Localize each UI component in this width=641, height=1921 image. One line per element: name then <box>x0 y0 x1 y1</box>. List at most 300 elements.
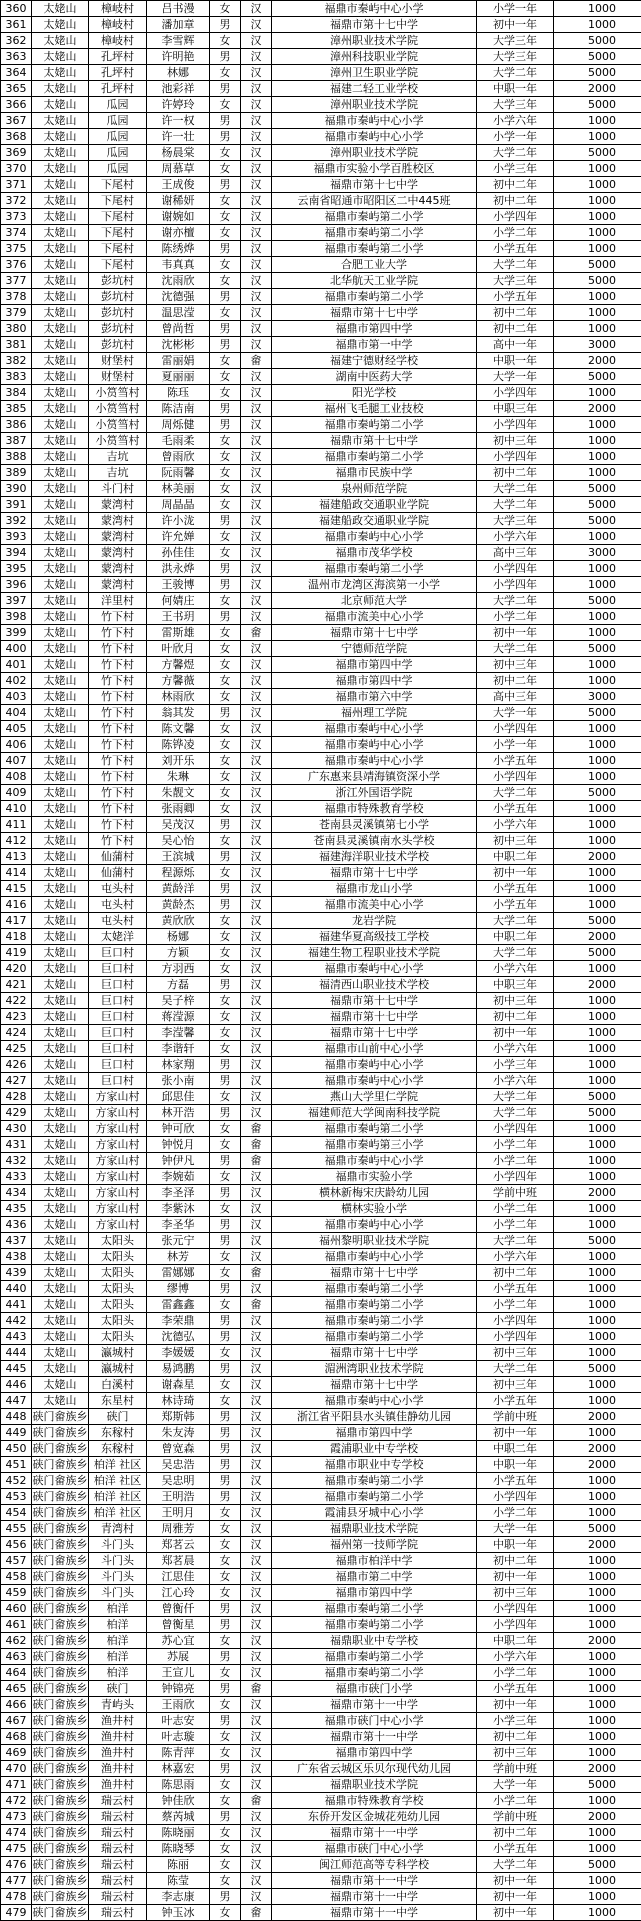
cell-gender: 男 <box>210 977 241 993</box>
cell-school: 云南省昭通市昭阳区二中445班 <box>272 193 477 209</box>
cell-village: 瓜园 <box>89 145 147 161</box>
cell-student-name: 洪永烨 <box>147 561 210 577</box>
cell-row-number: 405 <box>1 721 32 737</box>
cell-grade: 小学五年 <box>477 753 554 769</box>
cell-school: 福鼎市秦屿中心小学 <box>272 1073 477 1089</box>
cell-amount: 1000 <box>554 1201 641 1217</box>
cell-amount: 1000 <box>554 625 641 641</box>
cell-village: 巨口村 <box>89 945 147 961</box>
table-row <box>1 1905 641 1921</box>
cell-row-number: 395 <box>1 561 32 577</box>
cell-student-name: 缪博 <box>147 1281 210 1297</box>
cell-gender: 女 <box>210 833 241 849</box>
cell-town: 硖门畲族乡 <box>32 1473 89 1489</box>
cell-village: 瑞云村 <box>89 1857 147 1873</box>
cell-gender: 女 <box>210 993 241 1009</box>
cell-amount: 5000 <box>554 497 641 513</box>
cell-grade: 初中二年 <box>477 673 554 689</box>
cell-gender: 女 <box>210 1169 241 1185</box>
cell-school: 福鼎市流美中心小学 <box>272 609 477 625</box>
table-row <box>1 897 641 913</box>
cell-ethnicity: 汉 <box>241 385 272 401</box>
cell-row-number: 453 <box>1 1489 32 1505</box>
cell-village: 蒙湾村 <box>89 497 147 513</box>
cell-amount: 1000 <box>554 1393 641 1409</box>
cell-row-number: 414 <box>1 865 32 881</box>
cell-school: 福鼎市秦屿中心小学 <box>272 529 477 545</box>
cell-student-name: 池彩祥 <box>147 81 210 97</box>
cell-school: 漳州卫生职业学院 <box>272 65 477 81</box>
cell-grade: 初中二年 <box>477 1265 554 1281</box>
table-row <box>1 1585 641 1601</box>
cell-amount: 1000 <box>554 1729 641 1745</box>
cell-row-number: 458 <box>1 1569 32 1585</box>
cell-town: 太姥山 <box>32 1393 89 1409</box>
cell-town: 硖门畲族乡 <box>32 1569 89 1585</box>
cell-town: 太姥山 <box>32 929 89 945</box>
cell-amount: 5000 <box>554 369 641 385</box>
cell-row-number: 382 <box>1 353 32 369</box>
cell-amount: 5000 <box>554 593 641 609</box>
cell-gender: 女 <box>210 193 241 209</box>
cell-student-name: 林芳 <box>147 1249 210 1265</box>
cell-school: 福鼎市秦屿第二小学 <box>272 1489 477 1505</box>
table-row <box>1 1185 641 1201</box>
table-row <box>1 1489 641 1505</box>
cell-ethnicity: 汉 <box>241 641 272 657</box>
cell-school: 福鼎市硖门小学 <box>272 1681 477 1697</box>
cell-grade: 小学六年 <box>477 113 554 129</box>
cell-ethnicity: 汉 <box>241 321 272 337</box>
cell-student-name: 苏心宜 <box>147 1633 210 1649</box>
cell-ethnicity: 汉 <box>241 945 272 961</box>
cell-school: 福鼎市第十七中学 <box>272 177 477 193</box>
cell-student-name: 吴茂汉 <box>147 817 210 833</box>
cell-grade: 学前中班 <box>477 1185 554 1201</box>
cell-student-name: 张小南 <box>147 1073 210 1089</box>
cell-amount: 5000 <box>554 33 641 49</box>
cell-ethnicity: 汉 <box>241 1825 272 1841</box>
cell-amount: 3000 <box>554 689 641 705</box>
cell-student-name: 王明浩 <box>147 1489 210 1505</box>
cell-village: 渔井村 <box>89 1761 147 1777</box>
cell-ethnicity: 汉 <box>241 33 272 49</box>
cell-row-number: 459 <box>1 1585 32 1601</box>
cell-student-name: 李圣泽 <box>147 1185 210 1201</box>
cell-grade: 高中三年 <box>477 689 554 705</box>
cell-amount: 2000 <box>554 1537 641 1553</box>
cell-ethnicity: 畲 <box>241 1121 272 1137</box>
cell-village: 瓜园 <box>89 129 147 145</box>
table-row <box>1 1889 641 1905</box>
table-row <box>1 833 641 849</box>
table-row <box>1 273 641 289</box>
cell-row-number: 470 <box>1 1761 32 1777</box>
cell-gender: 女 <box>210 689 241 705</box>
cell-grade: 小学五年 <box>477 1681 554 1697</box>
cell-village: 下尾村 <box>89 209 147 225</box>
cell-row-number: 393 <box>1 529 32 545</box>
cell-ethnicity: 汉 <box>241 561 272 577</box>
cell-gender: 女 <box>210 1249 241 1265</box>
cell-village: 竹下村 <box>89 785 147 801</box>
cell-grade: 小学六年 <box>477 817 554 833</box>
cell-grade: 中职二年 <box>477 1441 554 1457</box>
cell-row-number: 422 <box>1 993 32 1009</box>
table-row <box>1 929 641 945</box>
table-row <box>1 257 641 273</box>
cell-school: 福鼎市秦屿中心小学 <box>272 129 477 145</box>
cell-student-name: 郑茗晨 <box>147 1553 210 1569</box>
cell-gender: 男 <box>210 897 241 913</box>
table-row <box>1 1857 641 1873</box>
cell-school: 福鼎市秦屿中心小学 <box>272 737 477 753</box>
cell-grade: 大学二年 <box>477 65 554 81</box>
cell-gender: 女 <box>210 257 241 273</box>
cell-amount: 1000 <box>554 305 641 321</box>
cell-town: 太姥山 <box>32 225 89 241</box>
cell-ethnicity: 汉 <box>241 1169 272 1185</box>
cell-amount: 1000 <box>554 17 641 33</box>
cell-ethnicity: 汉 <box>241 865 272 881</box>
cell-gender: 女 <box>210 529 241 545</box>
cell-student-name: 王成俊 <box>147 177 210 193</box>
cell-village: 柏洋 社区 <box>89 1505 147 1521</box>
cell-village: 渔井村 <box>89 1729 147 1745</box>
cell-gender: 女 <box>210 945 241 961</box>
cell-student-name: 李紫沐 <box>147 1201 210 1217</box>
cell-amount: 2000 <box>554 353 641 369</box>
cell-ethnicity: 汉 <box>241 769 272 785</box>
cell-gender: 男 <box>210 1649 241 1665</box>
cell-row-number: 452 <box>1 1473 32 1489</box>
cell-amount: 1000 <box>554 865 641 881</box>
cell-student-name: 陈晓丽 <box>147 1825 210 1841</box>
cell-grade: 大学二年 <box>477 1857 554 1873</box>
cell-town: 太姥山 <box>32 801 89 817</box>
cell-row-number: 473 <box>1 1809 32 1825</box>
cell-village: 彭坑村 <box>89 305 147 321</box>
cell-ethnicity: 汉 <box>241 1521 272 1537</box>
cell-gender: 女 <box>210 433 241 449</box>
table-row <box>1 113 641 129</box>
cell-gender: 女 <box>210 1201 241 1217</box>
cell-student-name: 叶志璇 <box>147 1729 210 1745</box>
cell-village: 下尾村 <box>89 241 147 257</box>
cell-student-name: 许明艳 <box>147 49 210 65</box>
cell-gender: 男 <box>210 513 241 529</box>
cell-row-number: 403 <box>1 689 32 705</box>
cell-town: 太姥山 <box>32 193 89 209</box>
cell-grade: 初中一年 <box>477 1569 554 1585</box>
cell-student-name: 朱琳 <box>147 769 210 785</box>
table-row <box>1 1761 641 1777</box>
cell-gender: 男 <box>210 177 241 193</box>
cell-town: 太姥山 <box>32 289 89 305</box>
cell-gender: 女 <box>210 1905 241 1921</box>
cell-amount: 1000 <box>554 801 641 817</box>
cell-amount: 1000 <box>554 1329 641 1345</box>
table-row <box>1 1617 641 1633</box>
cell-town: 太姥山 <box>32 465 89 481</box>
table-row <box>1 705 641 721</box>
cell-ethnicity: 汉 <box>241 913 272 929</box>
table-row <box>1 865 641 881</box>
cell-gender: 女 <box>210 1825 241 1841</box>
cell-ethnicity: 汉 <box>241 993 272 1009</box>
cell-school: 北京师范大学 <box>272 593 477 609</box>
cell-school: 漳州职业技术学院 <box>272 97 477 113</box>
table-row <box>1 1073 641 1089</box>
cell-gender: 女 <box>210 625 241 641</box>
cell-grade: 小学四年 <box>477 1313 554 1329</box>
cell-amount: 1000 <box>554 769 641 785</box>
cell-student-name: 江思佳 <box>147 1569 210 1585</box>
cell-amount: 1000 <box>554 737 641 753</box>
cell-school: 阳光学校 <box>272 385 477 401</box>
cell-gender: 男 <box>210 1601 241 1617</box>
cell-gender: 男 <box>210 1105 241 1121</box>
cell-row-number: 463 <box>1 1649 32 1665</box>
cell-student-name: 李媛媛 <box>147 1345 210 1361</box>
cell-town: 太姥山 <box>32 305 89 321</box>
cell-village: 太阳头 <box>89 1281 147 1297</box>
cell-gender: 女 <box>210 1 241 17</box>
cell-gender: 女 <box>210 737 241 753</box>
table-row <box>1 817 641 833</box>
cell-grade: 小学四年 <box>477 1601 554 1617</box>
cell-row-number: 424 <box>1 1025 32 1041</box>
cell-school: 福鼎市山前中心小学 <box>272 1041 477 1057</box>
cell-amount: 1000 <box>554 177 641 193</box>
cell-town: 太姥山 <box>32 1345 89 1361</box>
cell-school: 福鼎市流美中心小学 <box>272 897 477 913</box>
cell-gender: 女 <box>210 145 241 161</box>
cell-grade: 小学五年 <box>477 1281 554 1297</box>
cell-town: 硖门畲族乡 <box>32 1841 89 1857</box>
cell-grade: 大学三年 <box>477 97 554 113</box>
table-row <box>1 1297 641 1313</box>
cell-gender: 女 <box>210 1697 241 1713</box>
cell-ethnicity: 畲 <box>241 353 272 369</box>
table-row <box>1 1217 641 1233</box>
cell-ethnicity: 汉 <box>241 1025 272 1041</box>
cell-student-name: 张元宁 <box>147 1233 210 1249</box>
cell-gender: 女 <box>210 1537 241 1553</box>
cell-school: 温州市龙湾区海滨第一小学 <box>272 577 477 593</box>
cell-gender: 男 <box>210 113 241 129</box>
table-row <box>1 1793 641 1809</box>
cell-ethnicity: 汉 <box>241 1777 272 1793</box>
cell-grade: 大学三年 <box>477 49 554 65</box>
cell-village: 巨口村 <box>89 1025 147 1041</box>
cell-ethnicity: 汉 <box>241 1457 272 1473</box>
cell-town: 太姥山 <box>32 817 89 833</box>
cell-ethnicity: 汉 <box>241 817 272 833</box>
cell-gender: 男 <box>210 849 241 865</box>
cell-student-name: 邱思佳 <box>147 1089 210 1105</box>
cell-student-name: 朱友涛 <box>147 1425 210 1441</box>
cell-student-name: 周烁健 <box>147 417 210 433</box>
cell-ethnicity: 汉 <box>241 1105 272 1121</box>
cell-school: 福建二轻工业学校 <box>272 81 477 97</box>
cell-village: 蒙湾村 <box>89 577 147 593</box>
cell-row-number: 427 <box>1 1073 32 1089</box>
cell-town: 太姥山 <box>32 945 89 961</box>
cell-ethnicity: 汉 <box>241 1041 272 1057</box>
cell-school: 湖南中医药大学 <box>272 369 477 385</box>
cell-grade: 小学四年 <box>477 769 554 785</box>
cell-ethnicity: 汉 <box>241 1569 272 1585</box>
cell-town: 太姥山 <box>32 481 89 497</box>
cell-ethnicity: 汉 <box>241 145 272 161</box>
table-row <box>1 673 641 689</box>
cell-grade: 小学一年 <box>477 1 554 17</box>
cell-ethnicity: 汉 <box>241 1425 272 1441</box>
cell-village: 彭坑村 <box>89 337 147 353</box>
table-row <box>1 593 641 609</box>
cell-ethnicity: 汉 <box>241 81 272 97</box>
cell-amount: 1000 <box>554 1281 641 1297</box>
cell-row-number: 441 <box>1 1297 32 1313</box>
cell-town: 硖门畲族乡 <box>32 1793 89 1809</box>
cell-town: 硖门畲族乡 <box>32 1713 89 1729</box>
cell-student-name: 陈绣烨 <box>147 241 210 257</box>
cell-gender: 女 <box>210 721 241 737</box>
cell-school: 福鼎市秦屿第二小学 <box>272 561 477 577</box>
cell-grade: 小学二年 <box>477 1201 554 1217</box>
cell-village: 孔坪村 <box>89 65 147 81</box>
cell-grade: 小学四年 <box>477 1121 554 1137</box>
cell-village: 竹下村 <box>89 721 147 737</box>
cell-grade: 小学三年 <box>477 161 554 177</box>
cell-school: 福鼎市秦屿中心小学 <box>272 961 477 977</box>
cell-student-name: 曾尚哲 <box>147 321 210 337</box>
cell-gender: 女 <box>210 1009 241 1025</box>
cell-village: 竹下村 <box>89 769 147 785</box>
cell-school: 浙江外国语学院 <box>272 785 477 801</box>
cell-village: 硖门 <box>89 1681 147 1697</box>
cell-ethnicity: 汉 <box>241 257 272 273</box>
cell-village: 渔井村 <box>89 1713 147 1729</box>
cell-row-number: 398 <box>1 609 32 625</box>
cell-student-name: 周晶晶 <box>147 497 210 513</box>
cell-grade: 初中三年 <box>477 1345 554 1361</box>
cell-amount: 2000 <box>554 81 641 97</box>
cell-grade: 小学四年 <box>477 577 554 593</box>
cell-amount: 3000 <box>554 337 641 353</box>
cell-village: 太阳头 <box>89 1313 147 1329</box>
cell-village: 竹下村 <box>89 817 147 833</box>
cell-town: 太姥山 <box>32 1377 89 1393</box>
cell-school: 福鼎市特殊教育学校 <box>272 1793 477 1809</box>
cell-school: 北华航天工业学院 <box>272 273 477 289</box>
cell-ethnicity: 汉 <box>241 497 272 513</box>
cell-ethnicity: 汉 <box>241 17 272 33</box>
cell-grade: 初中二年 <box>477 1825 554 1841</box>
cell-ethnicity: 汉 <box>241 1057 272 1073</box>
cell-town: 太姥山 <box>32 753 89 769</box>
cell-gender: 男 <box>210 1713 241 1729</box>
cell-student-name: 方馨煜 <box>147 657 210 673</box>
table-row <box>1 433 641 449</box>
cell-amount: 5000 <box>554 945 641 961</box>
cell-row-number: 466 <box>1 1697 32 1713</box>
cell-row-number: 417 <box>1 913 32 929</box>
table-row <box>1 305 641 321</box>
cell-town: 太姥山 <box>32 113 89 129</box>
table-row <box>1 1553 641 1569</box>
cell-gender: 女 <box>210 1585 241 1601</box>
cell-town: 太姥山 <box>32 401 89 417</box>
cell-row-number: 438 <box>1 1249 32 1265</box>
cell-row-number: 467 <box>1 1713 32 1729</box>
cell-grade: 学前中班 <box>477 1809 554 1825</box>
cell-ethnicity: 汉 <box>241 593 272 609</box>
cell-grade: 小学三年 <box>477 1057 554 1073</box>
cell-grade: 初中三年 <box>477 1585 554 1601</box>
cell-student-name: 陈青萍 <box>147 1745 210 1761</box>
cell-row-number: 445 <box>1 1361 32 1377</box>
table-row <box>1 993 641 1009</box>
cell-village: 瑞云村 <box>89 1889 147 1905</box>
cell-school: 闽江师范高等专科学校 <box>272 1857 477 1873</box>
cell-student-name: 曾衡星 <box>147 1617 210 1633</box>
cell-village: 竹下村 <box>89 705 147 721</box>
cell-ethnicity: 汉 <box>241 737 272 753</box>
cell-gender: 女 <box>210 1553 241 1569</box>
cell-row-number: 440 <box>1 1281 32 1297</box>
cell-school: 福鼎市第十七中学 <box>272 305 477 321</box>
cell-village: 竹下村 <box>89 673 147 689</box>
cell-village: 樟岐村 <box>89 1 147 17</box>
table-row <box>1 1377 641 1393</box>
cell-gender: 男 <box>210 1153 241 1169</box>
cell-school: 福鼎市第十一中学 <box>272 1873 477 1889</box>
cell-amount: 1000 <box>554 1057 641 1073</box>
cell-town: 太姥山 <box>32 369 89 385</box>
table-row <box>1 1425 641 1441</box>
cell-school: 漳州科技职业学院 <box>272 49 477 65</box>
table-row <box>1 401 641 417</box>
cell-student-name: 谢稀妍 <box>147 193 210 209</box>
cell-school: 福鼎市第十七中学 <box>272 17 477 33</box>
cell-gender: 女 <box>210 673 241 689</box>
cell-ethnicity: 畲 <box>241 1265 272 1281</box>
cell-town: 硖门畲族乡 <box>32 1441 89 1457</box>
cell-row-number: 444 <box>1 1345 32 1361</box>
table-row <box>1 1729 641 1745</box>
cell-village: 柏洋 <box>89 1665 147 1681</box>
cell-town: 太姥山 <box>32 1185 89 1201</box>
cell-grade: 小学四年 <box>477 417 554 433</box>
table-row <box>1 321 641 337</box>
cell-grade: 小学五年 <box>477 881 554 897</box>
cell-ethnicity: 汉 <box>241 305 272 321</box>
cell-grade: 小学四年 <box>477 1617 554 1633</box>
table-row <box>1 241 641 257</box>
cell-amount: 1000 <box>554 1889 641 1905</box>
table-row <box>1 1313 641 1329</box>
cell-gender: 男 <box>210 1889 241 1905</box>
cell-school: 福鼎市龙山小学 <box>272 881 477 897</box>
cell-ethnicity: 汉 <box>241 929 272 945</box>
table-row <box>1 193 641 209</box>
cell-grade: 小学四年 <box>477 561 554 577</box>
cell-gender: 女 <box>210 385 241 401</box>
cell-row-number: 415 <box>1 881 32 897</box>
cell-amount: 1000 <box>554 1025 641 1041</box>
